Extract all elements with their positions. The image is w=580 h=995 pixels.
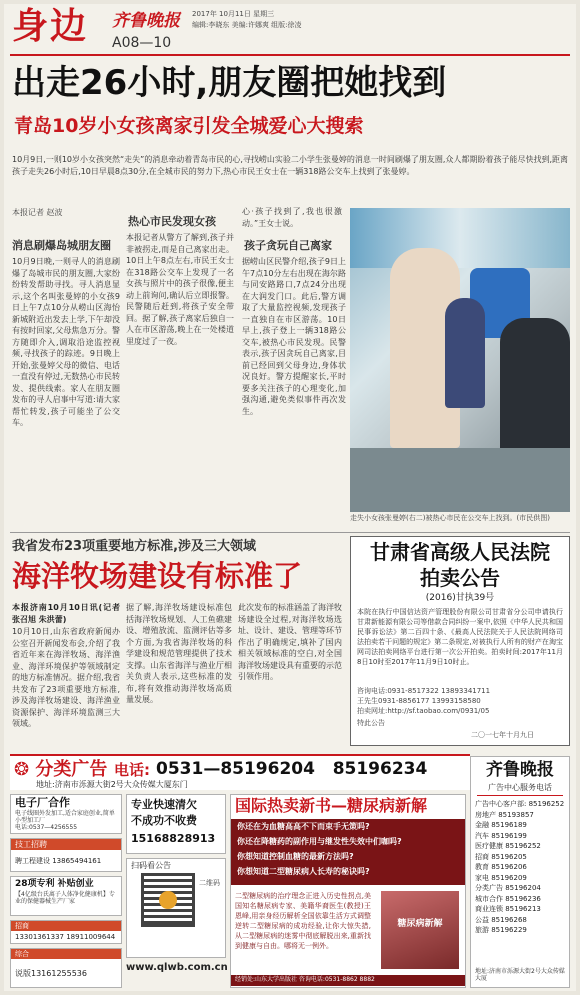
second-kicker: 我省发布23项重要地方标准,涉及三大领域 [12, 539, 257, 554]
classified-header [10, 754, 470, 790]
lead-col1-body: 10月9日晚,一则寻人的消息刷爆了岛城市民的朋友圈,大家纷纷转发帮助寻找。寻人消息显示,这个名叫张曼婷的小女孩9日上午7点10分从崂山区海怡新城附近出发去上学,下午却没有按时回家,父母焦急万分。警方随即介入,调取沿途监控视频,寻找孩子的踪迹。9日晚上开始,张曼婷父母的微信、电话一直没有停过,无数热心市民转发、提供线索。家人在朋友圈发布的寻人启事中写道:请大家帮忙转发,孩子可能坐了公交车。 [12, 257, 120, 427]
lead-subhead: 青岛10岁小女孩离家引发全城爱心大搜索 [14, 115, 364, 137]
court-contact-1: 咨询电话:0931-8517322 13893341711 [357, 687, 491, 695]
service-line: 商业连锁 85196213 [475, 905, 541, 913]
classified-logo [14, 760, 107, 781]
ad-book-questions [231, 819, 465, 885]
ad-small-3-label: 招商 [11, 921, 121, 931]
court-note: 特此公告 [357, 719, 385, 727]
ad-cleanup-phone: 15168828913 [131, 832, 216, 845]
ad-qr [126, 858, 226, 958]
ad-book-intro: 二型糖尿病的治疗理念正进入历史性拐点,美国知名糖尿病专家、美籍华裔医生(教授)王恩峰,用亲身经历解析全国依靠生活方式调整逆转二型糖尿病的成功经验,让你大惊失措,从二型糖尿病的迷雾中彻底解脱出来,重新找到健康与自由。哪将无一例外。 [235, 892, 371, 950]
lead-col2-heading: 热心市民发现女孩 [128, 215, 216, 228]
lead-headline: 出走26小时,朋友圈把她找到 [12, 63, 447, 103]
section-title: 身边 [12, 6, 89, 47]
classified-phones: 0531—85196204 85196234 [156, 759, 428, 779]
service-line: 旅游 85196229 [475, 926, 527, 934]
service-brand: 齐鲁晚报 [486, 760, 554, 780]
ad-book-q3: 你想知道控制血糖的最新方法吗? [237, 852, 354, 861]
ad-book-cover [381, 891, 459, 969]
lead-col4-body: 据崂山区民警介绍,孩子9日上午7点10分左右出现在海尔路与同安路路口,7点24分出现在大润发门口。此后,警方调取了大量监控视频,发现孩子一直独自在市区游荡。10日早上,孩子登上一辆318路公交车,被热心市民发现。民警表示,孩子因贪玩自己离家,目前已经回到父母身边,身体状况良好。警方提醒家长,平时要多关注孩子的心理变化,加强沟通,避免类似事件再次发生。 [242, 257, 346, 416]
ad-small-1-text: 聘工程建设 13865494161 [15, 857, 102, 865]
ad-book-q2: 你还在降糖药的副作用与继发性失效中们咖吗? [237, 837, 402, 846]
ad-book-cover-title: 糖尿病新解 [397, 919, 443, 929]
court-contact-2: 王先生0931-8856177 13993158580 [357, 697, 481, 705]
photo-girl [445, 298, 485, 408]
lead-photo [350, 208, 570, 512]
service-footer: 地址:济南市泺源大街2号大众传媒大厦 [475, 968, 565, 982]
ad-small-4 [10, 948, 122, 988]
court-body: 本院在执行中国信达资产管理股份有限公司甘肃省分公司申请执行甘肃新能源有限公司等借款合同纠纷一案中,依照《中华人民共和国民事诉讼法》第二百四十条、《最高人民法院关于人民法院网络司法拍卖若干问题的规定》第二条规定,对被执行人所有的财产在淘宝网司法拍卖网络平台进行第一次公开拍卖。拍卖时间:2017年11月8日10时至2017年11月9日10时止。 [357, 608, 563, 666]
court-date: 二〇一七年十月九日 [471, 731, 534, 739]
lead-col3-body: 心·孩子找到了,我也很激动。”王女士说。 [242, 207, 342, 228]
ad-qr-text: 二维码 [199, 879, 220, 887]
ad-book-q4: 你想知道二型糖尿病人长寿的秘诀吗? [237, 867, 370, 876]
ad-book [230, 794, 466, 988]
service-line: 广告中心客户部: 85196252 [475, 800, 565, 808]
lead-byline: 本报记者 赵波 [12, 208, 63, 217]
ad-small-2-text: 【4亿级台氏离子人体净化健康机】专业的保健器械生产厂家 [15, 891, 115, 905]
service-line: 房地产 85193857 [475, 810, 534, 819]
lead-col2-body: 本报记者从警方了解到,孩子并非被拐走,而是自己离家出走。10日上午8点左右,市民王女士在318路公交车上发现了一名女孩与照片中的孩子很像,便主动上前询问,确认后立即报警。民警随后赶到,将孩子安全带回。据了解,孩子离家后独自一人在市区游荡,晚上在一处楼道里度过了一夜。 [126, 233, 234, 346]
newspaper-page [4, 4, 576, 991]
photo-window-band [350, 208, 570, 268]
masthead-meta-date: 2017年 10月11日 星期三 [192, 10, 275, 18]
lead-intro: 10月9日,一则10岁小女孩突然“走失”的消息牵动着青岛市民的心,寻找崂山实验二小学生张曼婷的消息一时间刷爆了朋友圈,众人都期盼着孩子能尽快找到,距离孩子走失26小时后,10日早晨8点30分,在全城市民的努力下,热心市民王女士在一辆318路公交车上找到了张曼婷。 [12, 155, 568, 176]
ad-book-heading: 国际热卖新书—糖尿病新解 [235, 796, 428, 815]
ad-cleanup [126, 794, 226, 854]
ad-electronics-line1: 电子线圈外发加工,适合家庭创业,简单小型加工厂 [15, 810, 115, 824]
ad-small-4-text: 说版13161255536 [15, 969, 87, 978]
service-line: 医疗健康 85196252 [475, 842, 541, 850]
ad-small-1 [10, 838, 122, 872]
classified-address: 地址:济南市泺源大街2号大众传媒大厦东门 [36, 780, 188, 789]
ad-small-2 [10, 876, 122, 916]
lead-col3-heading: 孩子贪玩自己离家 [244, 239, 332, 252]
photo-floor [350, 448, 570, 512]
page-code: A08—10 [112, 35, 172, 51]
service-center: 广告中心服务电话 [488, 783, 552, 792]
qr-logo-icon [159, 891, 177, 909]
service-line: 公益 85196268 [475, 915, 527, 924]
classified-title: 分类广告 [35, 759, 108, 780]
ad-small-2-label: 28项专利 补贴创业 [15, 879, 94, 889]
ad-cleanup-heading: 专业快速清欠 [131, 798, 197, 811]
service-line: 分类广告 85196204 [475, 884, 541, 892]
service-rule [477, 795, 563, 796]
masthead-rule [10, 54, 570, 56]
ad-electronics [10, 794, 122, 834]
ad-small-1-label: 技工招聘 [11, 839, 121, 850]
service-line: 家电 85196209 [475, 873, 527, 882]
second-col2: 据了解,海洋牧场建设标准包括海洋牧场规划、人工鱼礁建设、增殖放流、监测评估等多个方面,为我省海洋牧场的科学建设和规范管理提供了技术支撑。山东省海洋与渔业厅相关负责人表示,这些标准的发布,将有效推动海洋牧场高质量发展。 [126, 603, 232, 704]
classified-phone-label: 电话: [114, 761, 150, 779]
ad-cleanup-sub: 不成功不收费 [131, 814, 197, 827]
service-line: 汽车 85196199 [475, 831, 527, 840]
service-list [475, 799, 567, 936]
court-notice [350, 536, 570, 746]
lead-col1-heading: 消息刷爆岛城朋友圈 [12, 239, 111, 252]
court-site: 拍卖网址:http://sf.taobao.com/0931/05 [357, 707, 490, 715]
ad-service [470, 756, 570, 988]
second-headline: 海洋牧场建设有标准了 [12, 559, 303, 593]
ad-electronics-heading: 电子厂合作 [15, 796, 70, 809]
ad-book-footer: 经销处:山东大学出版社 咨询电话:0531-8862 8882 [231, 975, 465, 986]
service-line: 教育 85196206 [475, 863, 527, 871]
ad-qr-label: 扫码看公告 [131, 861, 171, 870]
ad-electronics-line2: 电话:0537—4256555 [15, 824, 78, 831]
second-col3: 此次发布的标准涵盖了海洋牧场建设全过程,对海洋牧场选址、设计、建设、管理等环节作出了明确规定,填补了国内相关领域标准的空白,对全国海洋牧场建设具有重要的示范引领作用。 [238, 603, 342, 681]
ad-small-3-text: 13301361337 18911009644 [15, 933, 116, 941]
lead-photo-caption: 走失小女孩张曼婷(右二)被热心市民在公交车上找到。(市民供图) [350, 514, 550, 522]
section-divider [10, 532, 570, 533]
court-case-number: (2016)甘执39号 [425, 593, 495, 603]
ad-book-q1: 你还在为血糖高高不下而束手无策吗? [237, 822, 370, 831]
service-line: 金融 85196189 [475, 821, 527, 829]
ad-website: www.qlwb.com.cn [126, 962, 228, 973]
court-subtitle: 拍卖公告 [420, 566, 500, 590]
ad-small-3 [10, 920, 122, 944]
second-byline: 本报济南10月10日讯(记者 张召旭 朱洪蕾) [12, 603, 120, 624]
service-line: 招商 85196205 [475, 852, 527, 861]
paper-logo: 齐鲁晚报 [112, 11, 180, 31]
masthead-meta-editors: 编辑:李晓东 美编:许娜爽 组版:徐凌 [192, 21, 302, 29]
ad-small-4-label: 综合 [11, 949, 121, 959]
second-col1: 10月10日,山东省政府新闻办公室召开新闻发布会,介绍了我省近年来在海洋牧场、海洋渔业、海洋环境保护等领域制定的地方标准情况。据介绍,我省共发布了23项重要地方标准,涉及海洋牧场建设、海洋渔业资源保护、海洋环境监测三大领域。 [12, 627, 120, 728]
service-line: 城市合作 85196236 [475, 894, 541, 903]
court-title: 甘肃省高级人民法院 [370, 540, 550, 564]
classified-logo-icon: ❂ [14, 759, 30, 780]
